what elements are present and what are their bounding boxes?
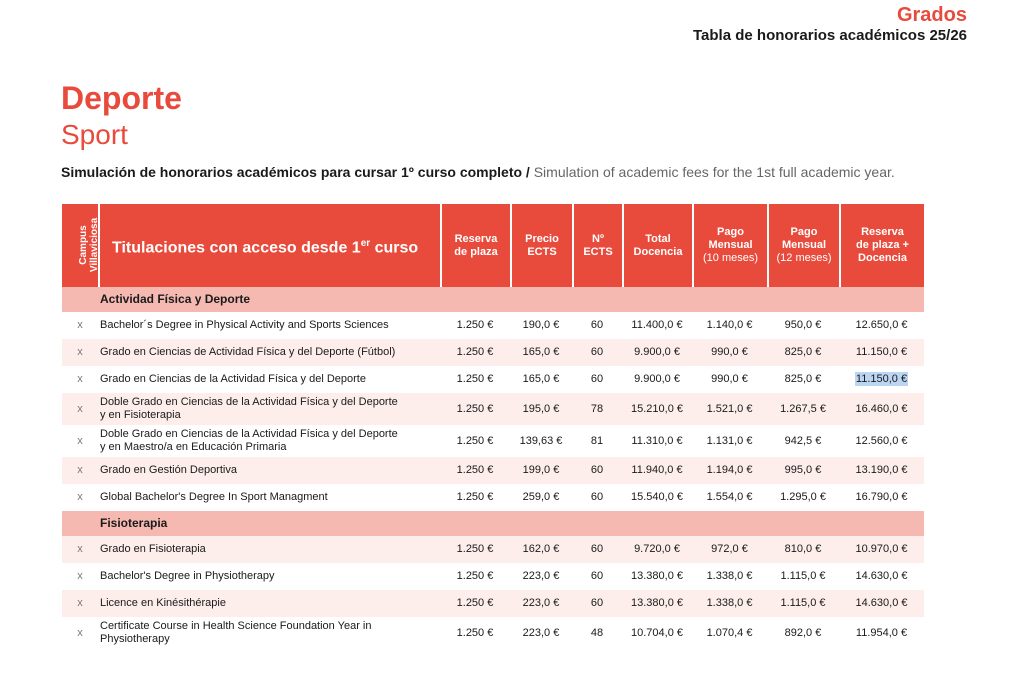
degree-name: Bachelor's Degree in Physiotherapy (100, 570, 275, 582)
group-row (62, 287, 924, 312)
header-pago-12: Pago Mensual (12 meses) (767, 204, 839, 287)
degree-name: Grado en Fisioterapia (98, 536, 440, 563)
header-category: Grados (896, 4, 967, 26)
group-row (62, 511, 924, 536)
header-titulaciones: Titulaciones con acceso desde 1er curso (98, 204, 440, 287)
table-row: x Grado en Gestión Deportiva 1.250 € 199,0 € 60 11.940,0 € 1.194,0 € 995,0 € 13.190,0 € (62, 457, 924, 484)
group-name: Fisioterapia (98, 511, 924, 536)
table-row: x Grado en Fisioterapia 1.250 € 162,0 € 60 9.720,0 € 972,0 € 810,0 € 10.970,0 € (62, 536, 924, 563)
selected-value[interactable]: 11.150,0 € (855, 373, 908, 385)
header-reserva: Reserva de plaza (440, 204, 510, 287)
table-header-row (62, 204, 924, 287)
table-row: x Grado en Ciencias de la Actividad Física y del Deporte 1.250 € 165,0 € 60 9.900,0 € 990,0 € 825,0 € 11.150,0 € (62, 366, 924, 393)
degree-name: Global Bachelor's Degree In Sport Managment (100, 491, 328, 503)
page-title-english: Sport (61, 119, 128, 150)
degree-name: Doble Grado en Ciencias de la Actividad Física y del Deporte y en Maestro/a en Educación Primaria (100, 428, 398, 453)
fees-table (62, 204, 924, 649)
group-name: Actividad Física y Deporte (98, 287, 924, 312)
table-row: x Grado en Ciencias de Actividad Física y del Deporte (Fútbol) 1.250 € 165,0 € 60 9.900,0 € 990,0 € 825,0 € 11.150,0 € (62, 339, 924, 366)
degree-name: Doble Grado en Ciencias de la Actividad Física y del Deporte y en Fisioterapia (98, 393, 440, 425)
header-pago-10: Pago Mensual (10 meses) (692, 204, 767, 287)
table-row: x Doble Grado en Ciencias de la Actividad Física y del Deporte y en Fisioterapia 1.250 € 195,0 € 78 15.210,0 € 1.521,0 € 1.267,5 € 16.460,0 € (62, 393, 924, 425)
table-row: x Doble Grado en Ciencias de la Actividad Física y del Deporte y en Maestro/a en Educación Primaria 1.250 € 139,63 € 81 11.310,0 € 1.131,0 € 942,5 € 12.560,0 € (62, 425, 924, 457)
table-row: x Bachelor's Degree in Physiotherapy 1.250 € 223,0 € 60 13.380,0 € 1.338,0 € 1.115,0 € 14.630,0 € (62, 563, 924, 590)
header-precio-ects: Precio ECTS (510, 204, 572, 287)
table-row: x Licence en Kinésithérapie 1.250 € 223,0 € 60 13.380,0 € 1.338,0 € 1.115,0 € 14.630,0 € (62, 590, 924, 617)
degree-name: Grado en Gestión Deportiva (98, 457, 440, 484)
header-total-docencia: Total Docencia (622, 204, 692, 287)
degree-name: Certificate Course in Health Science Foundation Year in Physiotherapy (100, 620, 372, 645)
header-campus-line2: Villaviciosa (89, 217, 101, 273)
page-title: Deporte (61, 80, 182, 116)
table-row: x Bachelor´s Degree in Physical Activity and Sports Sciences 1.250 € 190,0 € 60 11.400,0 € 1.140,0 € 950,0 € 12.650,0 € (62, 312, 924, 339)
page-subtitle (61, 162, 895, 182)
degree-name: Licence en Kinésithérapie (98, 590, 440, 617)
degree-name: Grado en Ciencias de Actividad Física y del Deporte (Fútbol) (98, 339, 440, 366)
degree-name: Grado en Ciencias de la Actividad Física y del Deporte (100, 373, 366, 385)
subtitle-spanish: Simulación de honorarios académicos para cursar 1º curso completo / (61, 164, 530, 180)
table-row: x Certificate Course in Health Science Foundation Year in Physiotherapy 1.250 € 223,0 € 48 10.704,0 € 1.070,4 € 892,0 € 11.954,0 € (62, 617, 924, 649)
document-header (693, 4, 967, 46)
header-campus (62, 204, 101, 287)
header-campus-line1: Campus (78, 225, 90, 265)
header-table-title: Tabla de honorarios académicos 25/26 (693, 27, 967, 44)
table-row: x Global Bachelor's Degree In Sport Managment 1.250 € 259,0 € 60 15.540,0 € 1.554,0 € 1.295,0 € 16.790,0 € (62, 484, 924, 511)
header-reserva-docencia: Reserva de plaza + Docencia (839, 204, 924, 287)
header-n-ects: Nº ECTS (572, 204, 622, 287)
degree-name: Bachelor´s Degree in Physical Activity and Sports Sciences (100, 319, 389, 331)
subtitle-english: Simulation of academic fees for the 1st full academic year. (533, 164, 895, 180)
